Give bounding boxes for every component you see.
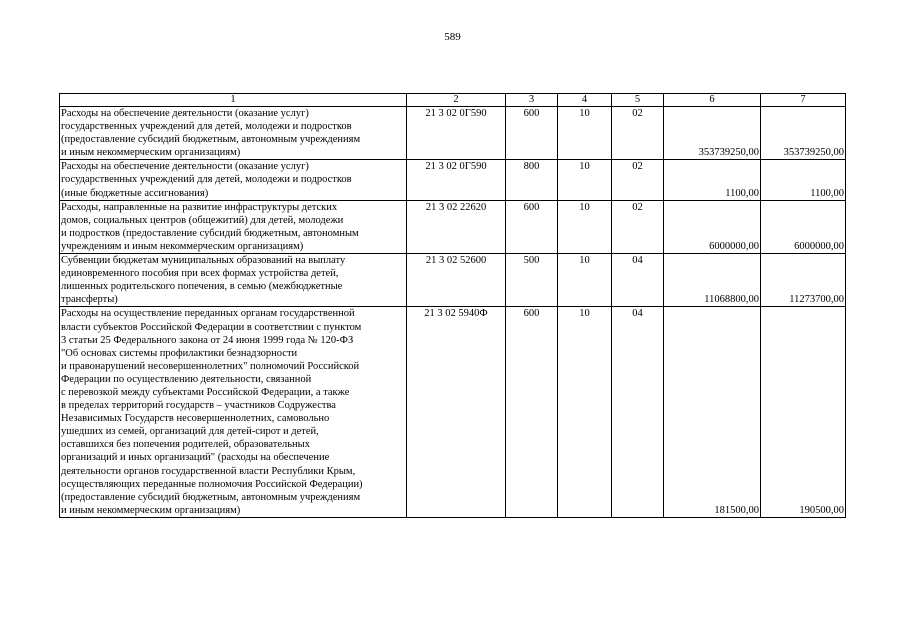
column-3-cell: 600: [506, 200, 558, 253]
header-cell-2: 2: [407, 94, 506, 107]
column-3-cell: 600: [506, 307, 558, 518]
description-cell: Расходы на осуществление переданных органам государственной власти субъектов Российской Федерации в соответствии с пунктом 3 статьи 25 Федерального закона от 24 июня 1999 года № 120-ФЗ "Об основах системы профилактики безнадзорности и правонарушений несовершеннолетних" полномочий Российской Федерации по осуществлению деятельности, связанной с перевозкой между субъектами Российской Федерации, а также в пределах территорий государств – участников Содружества Независимых Государств несовершеннолетних, самовольно ушедших из семей, организаций для детей-сирот и детей, оставшихся без попечения родителей, образовательных организаций и иных организаций" (расходы на обеспечение деятельности органов государственной власти Республики Крым, осуществляющих переданные полномочия Российской Федерации) (предоставление субсидий бюджетным, автономным учреждениям и иным некоммерческим организациям): [60, 307, 407, 518]
description-cell: Расходы на обеспечение деятельности (оказание услуг) государственных учреждений для детей, молодежи и подростков (предоставление субсидий бюджетным, автономным учреждениям и иным некоммерческим организациям): [60, 107, 407, 160]
table-header-row: [60, 94, 846, 107]
column-5-cell: 02: [612, 160, 664, 200]
column-5-cell: 02: [612, 200, 664, 253]
amount-column-6-cell: 11068800,00: [664, 254, 761, 307]
column-5-cell: 04: [612, 254, 664, 307]
code-cell: 21 3 02 0Г590: [407, 107, 506, 160]
column-4-cell: 10: [558, 160, 612, 200]
code-cell: 21 3 02 0Г590: [407, 160, 506, 200]
amount-column-7-cell: 190500,00: [761, 307, 846, 518]
header-cell-6: 6: [664, 94, 761, 107]
amount-column-6-cell: 1100,00: [664, 160, 761, 200]
amount-column-6-cell: 353739250,00: [664, 107, 761, 160]
column-5-cell: 02: [612, 107, 664, 160]
column-5-cell: 04: [612, 307, 664, 518]
amount-column-7-cell: 1100,00: [761, 160, 846, 200]
header-cell-1: 1: [60, 94, 407, 107]
header-cell-5: 5: [612, 94, 664, 107]
table-row: [60, 160, 846, 200]
column-3-cell: 800: [506, 160, 558, 200]
header-cell-4: 4: [558, 94, 612, 107]
table-row: [60, 200, 846, 253]
description-cell: Расходы на обеспечение деятельности (оказание услуг) государственных учреждений для детей, молодежи и подростков (иные бюджетные ассигнования): [60, 160, 407, 200]
column-4-cell: 10: [558, 200, 612, 253]
amount-column-6-cell: 6000000,00: [664, 200, 761, 253]
amount-column-7-cell: 353739250,00: [761, 107, 846, 160]
table-body: [60, 94, 846, 518]
table-row: [60, 307, 846, 518]
column-4-cell: 10: [558, 307, 612, 518]
description-cell: Расходы, направленные на развитие инфраструктуры детских домов, социальных центров (общежитий) для детей, молодежи и подростков (предоставление субсидий бюджетным, автономным учреждениям и иным некоммерческим организациям): [60, 200, 407, 253]
header-cell-7: 7: [761, 94, 846, 107]
code-cell: 21 3 02 22620: [407, 200, 506, 253]
column-4-cell: 10: [558, 254, 612, 307]
amount-column-7-cell: 6000000,00: [761, 200, 846, 253]
amount-column-7-cell: 11273700,00: [761, 254, 846, 307]
description-cell: Субвенции бюджетам муниципальных образований на выплату единовременного пособия при всех формах устройства детей, лишенных родительского попечения, в семью (межбюджетные трансферты): [60, 254, 407, 307]
column-4-cell: 10: [558, 107, 612, 160]
table-row: [60, 254, 846, 307]
column-3-cell: 600: [506, 107, 558, 160]
table-row: [60, 107, 846, 160]
column-3-cell: 500: [506, 254, 558, 307]
header-cell-3: 3: [506, 94, 558, 107]
code-cell: 21 3 02 52600: [407, 254, 506, 307]
budget-table: [59, 93, 846, 518]
code-cell: 21 3 02 5940Ф: [407, 307, 506, 518]
page-number: 589: [444, 31, 461, 43]
amount-column-6-cell: 181500,00: [664, 307, 761, 518]
